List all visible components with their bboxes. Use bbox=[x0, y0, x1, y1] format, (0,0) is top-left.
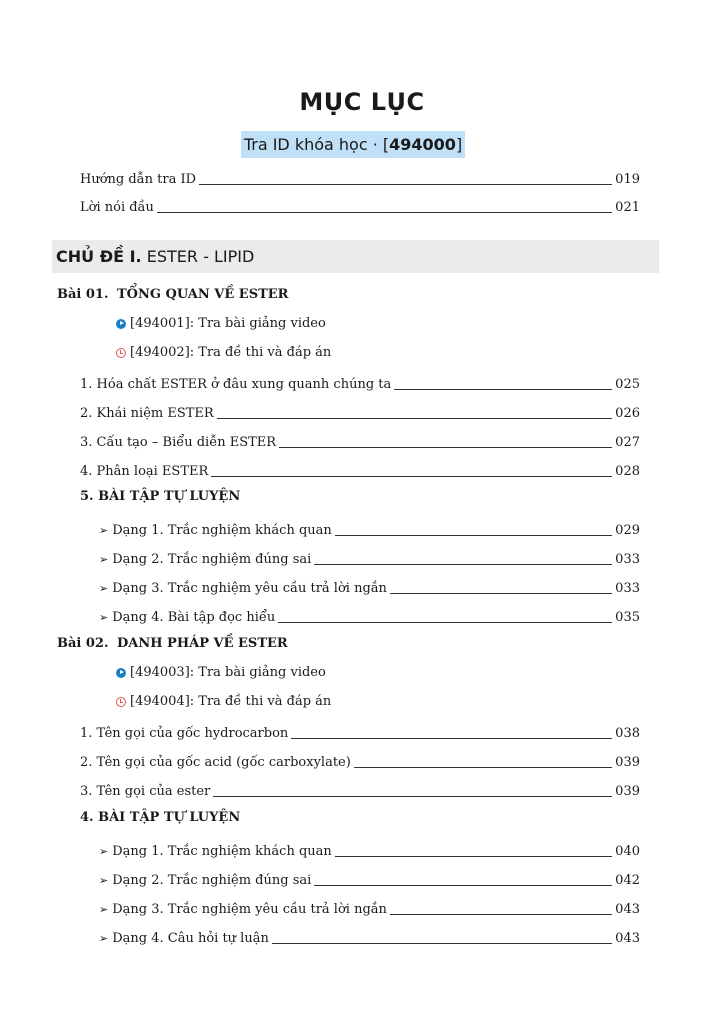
leader-line bbox=[335, 535, 612, 536]
toc-entry-label: Dạng 4. Bài tập đọc hiểu bbox=[112, 610, 276, 625]
toc-entry-label: 1. Hóa chất ESTER ở đâu xung quanh chúng ta bbox=[80, 377, 392, 392]
toc-entry[interactable] bbox=[99, 575, 640, 597]
toc-entry-label: Dạng 3. Trắc nghiệm yêu cầu trả lời ngắn bbox=[112, 581, 387, 596]
leader-line bbox=[335, 856, 612, 857]
play-icon bbox=[116, 668, 126, 678]
arrow-bullet-icon: ➢ bbox=[99, 524, 109, 537]
lesson-title: DANH PHÁP VỀ ESTER bbox=[117, 636, 288, 651]
toc-entry[interactable] bbox=[80, 371, 640, 393]
chapter-name: ESTER - LIPID bbox=[141, 247, 255, 266]
practice-heading: 4. BÀI TẬP TỰ LUYỆN bbox=[80, 810, 241, 825]
toc-entry-label: Dạng 1. Trắc nghiệm khách quan bbox=[112, 844, 332, 859]
toc-entry-page: 033 bbox=[615, 552, 640, 567]
toc-entry-label: 3. Cấu tạo – Biểu diễn ESTER bbox=[80, 435, 277, 450]
toc-entry-page: 019 bbox=[615, 172, 640, 187]
practice-heading: 5. BÀI TẬP TỰ LUYỆN bbox=[80, 489, 241, 504]
clock-icon bbox=[116, 348, 126, 358]
toc-entry-page: 043 bbox=[615, 902, 640, 917]
course-id-code: 494000 bbox=[389, 135, 456, 154]
toc-entry[interactable] bbox=[80, 429, 640, 451]
toc-entry-page: 039 bbox=[615, 784, 640, 799]
exam-link[interactable] bbox=[116, 345, 331, 360]
toc-entry[interactable] bbox=[80, 458, 640, 480]
video-link-label: [494003]: Tra bài giảng video bbox=[130, 665, 326, 680]
toc-entry-page: 043 bbox=[615, 931, 640, 946]
leader-line bbox=[157, 212, 612, 213]
leader-line bbox=[279, 447, 612, 448]
video-link-label: [494001]: Tra bài giảng video bbox=[130, 316, 326, 331]
video-link[interactable] bbox=[116, 316, 326, 331]
toc-entry[interactable] bbox=[99, 838, 640, 860]
leader-line bbox=[314, 885, 612, 886]
leader-line bbox=[390, 593, 612, 594]
toc-entry-label: 1. Tên gọi của gốc hydrocarbon bbox=[80, 726, 289, 741]
arrow-bullet-icon: ➢ bbox=[99, 845, 109, 858]
toc-entry-page: 026 bbox=[615, 406, 640, 421]
toc-entry[interactable] bbox=[99, 925, 640, 947]
toc-entry-page: 021 bbox=[615, 200, 640, 215]
arrow-bullet-icon: ➢ bbox=[99, 903, 109, 916]
video-link[interactable] bbox=[116, 665, 326, 680]
lesson-number: Bài 02. bbox=[57, 636, 109, 651]
toc-entry[interactable] bbox=[80, 720, 640, 742]
leader-line bbox=[199, 184, 612, 185]
leader-line bbox=[278, 622, 612, 623]
toc-entry-label: Dạng 1. Trắc nghiệm khách quan bbox=[112, 523, 332, 538]
page-title: MỤC LỤC bbox=[299, 88, 425, 116]
toc-entry-label: 3. Tên gọi của ester bbox=[80, 784, 211, 799]
toc-entry-label: Dạng 4. Câu hỏi tự luận bbox=[112, 931, 269, 946]
toc-entry-page: 035 bbox=[615, 610, 640, 625]
leader-line bbox=[394, 389, 612, 390]
toc-entry[interactable] bbox=[99, 546, 640, 568]
exam-link-label: [494004]: Tra đề thi và đáp án bbox=[130, 694, 332, 709]
toc-entry[interactable] bbox=[99, 896, 640, 918]
lesson-heading bbox=[57, 636, 288, 651]
toc-entry[interactable] bbox=[80, 778, 640, 800]
chapter-heading bbox=[52, 240, 659, 273]
leader-line bbox=[272, 943, 612, 944]
play-icon bbox=[116, 319, 126, 329]
toc-entry-label: Dạng 2. Trắc nghiệm đúng sai bbox=[112, 552, 312, 567]
arrow-bullet-icon: ➢ bbox=[99, 553, 109, 566]
arrow-bullet-icon: ➢ bbox=[99, 932, 109, 945]
lesson-heading bbox=[57, 287, 288, 302]
toc-entry[interactable] bbox=[99, 604, 640, 626]
toc-entry[interactable] bbox=[80, 166, 640, 188]
arrow-bullet-icon: ➢ bbox=[99, 611, 109, 624]
toc-entry[interactable] bbox=[99, 517, 640, 539]
toc-entry-page: 042 bbox=[615, 873, 640, 888]
toc-entry-label: Hướng dẫn tra ID bbox=[80, 172, 197, 187]
toc-entry-label: Dạng 2. Trắc nghiệm đúng sai bbox=[112, 873, 312, 888]
leader-line bbox=[390, 914, 612, 915]
toc-entry[interactable] bbox=[80, 194, 640, 216]
toc-entry-label: 2. Khái niệm ESTER bbox=[80, 406, 214, 421]
leader-line bbox=[211, 476, 612, 477]
toc-entry-page: 025 bbox=[615, 377, 640, 392]
chapter-number: CHỦ ĐỀ I. bbox=[56, 247, 142, 266]
toc-entry-page: 038 bbox=[615, 726, 640, 741]
toc-entry-label: Dạng 3. Trắc nghiệm yêu cầu trả lời ngắn bbox=[112, 902, 387, 917]
toc-entry-page: 028 bbox=[615, 464, 640, 479]
course-id-prefix: Tra ID khóa học · [ bbox=[243, 135, 390, 154]
clock-icon bbox=[116, 697, 126, 707]
leader-line bbox=[314, 564, 612, 565]
toc-entry-page: 040 bbox=[615, 844, 640, 859]
course-id-box bbox=[241, 131, 465, 158]
toc-entry[interactable] bbox=[99, 867, 640, 889]
toc-entry-page: 027 bbox=[615, 435, 640, 450]
leader-line bbox=[291, 738, 612, 739]
lesson-title: TỔNG QUAN VỀ ESTER bbox=[117, 287, 289, 302]
toc-entry-page: 033 bbox=[615, 581, 640, 596]
toc-entry-page: 039 bbox=[615, 755, 640, 770]
toc-entry-page: 029 bbox=[615, 523, 640, 538]
toc-entry-label: Lời nói đầu bbox=[80, 200, 154, 215]
leader-line bbox=[213, 796, 612, 797]
leader-line bbox=[354, 767, 612, 768]
toc-entry[interactable] bbox=[80, 749, 640, 771]
exam-link-label: [494002]: Tra đề thi và đáp án bbox=[130, 345, 332, 360]
toc-entry-label: 4. Phân loại ESTER bbox=[80, 464, 209, 479]
leader-line bbox=[217, 418, 612, 419]
arrow-bullet-icon: ➢ bbox=[99, 874, 109, 887]
lesson-number: Bài 01. bbox=[57, 287, 109, 302]
course-id-suffix: ] bbox=[455, 135, 463, 154]
exam-link[interactable] bbox=[116, 694, 331, 709]
arrow-bullet-icon: ➢ bbox=[99, 582, 109, 595]
toc-entry-label: 2. Tên gọi của gốc acid (gốc carboxylate) bbox=[80, 755, 351, 770]
toc-entry[interactable] bbox=[80, 400, 640, 422]
